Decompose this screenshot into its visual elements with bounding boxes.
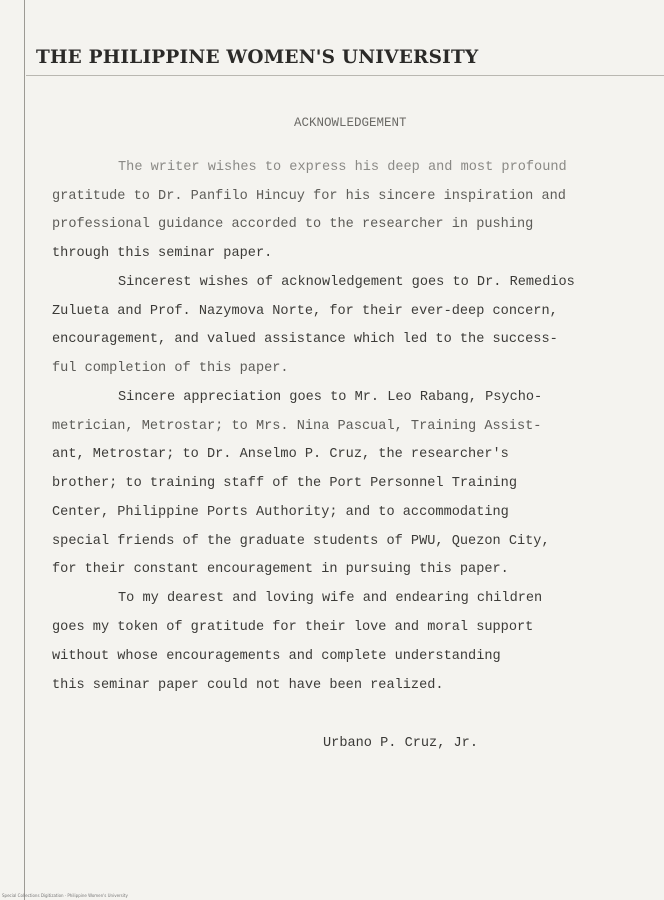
paragraph-line: The writer wishes to express his deep and most profound [118, 160, 567, 175]
paragraph-line: encouragement, and valued assistance which led to the success- [52, 332, 558, 347]
paragraph-line: this seminar paper could not have been realized. [52, 678, 444, 693]
paragraph-line: without whose encouragements and complete understanding [52, 649, 501, 664]
paragraph-line: Sincere appreciation goes to Mr. Leo Rabang, Psycho- [118, 390, 543, 405]
paragraph-line: goes my token of gratitude for their love and moral support [52, 620, 534, 635]
author-signature: Urbano P. Cruz, Jr. [323, 736, 478, 751]
paragraph-line: professional guidance accorded to the researcher in pushing [52, 217, 534, 232]
paragraph-line: special friends of the graduate students of PWU, Quezon City, [52, 534, 550, 549]
scan-footer-label: Special Collections Digitization · Philippine Women's University [2, 893, 128, 898]
letterhead-institution: THE PHILIPPINE WOMEN'S UNIVERSITY [36, 47, 479, 68]
paragraph-line: Center, Philippine Ports Authority; and to accommodating [52, 505, 509, 520]
paragraph-line: gratitude to Dr. Panfilo Hincuy for his sincere inspiration and [52, 189, 566, 204]
paragraph-line: Zulueta and Prof. Nazymova Norte, for their ever-deep concern, [52, 304, 558, 319]
document-title: ACKNOWLEDGEMENT [294, 116, 407, 130]
margin-rule [24, 0, 25, 900]
paragraph-line: metrician, Metrostar; to Mrs. Nina Pascual, Training Assist- [52, 419, 542, 434]
paragraph-line: for their constant encouragement in pursuing this paper. [52, 562, 509, 577]
paragraph-line: Sincerest wishes of acknowledgement goes to Dr. Remedios [118, 275, 575, 290]
paragraph-line: through this seminar paper. [52, 246, 273, 261]
letterhead-divider [26, 75, 664, 76]
paragraph-line: ful completion of this paper. [52, 361, 289, 376]
paragraph-line: To my dearest and loving wife and endearing children [118, 591, 543, 606]
paragraph-line: ant, Metrostar; to Dr. Anselmo P. Cruz, the researcher's [52, 447, 509, 462]
paragraph-line: brother; to training staff of the Port Personnel Training [52, 476, 517, 491]
